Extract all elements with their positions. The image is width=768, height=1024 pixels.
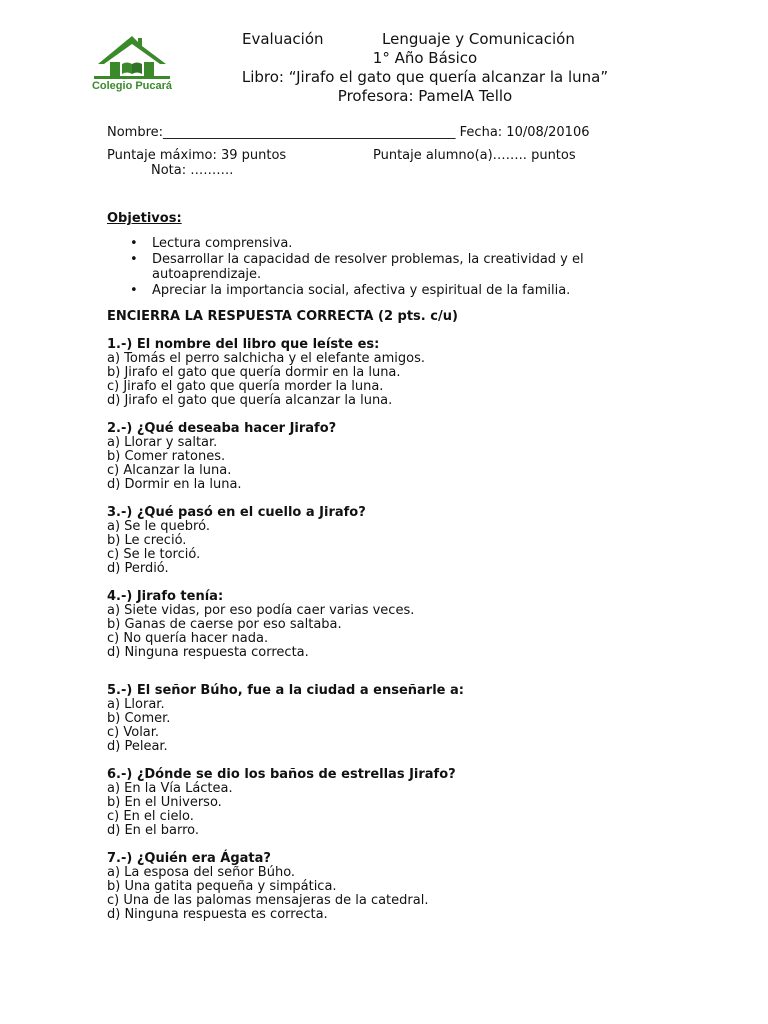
answer-option: a) Tomás el perro salchicha y el elefante amigos. [107, 351, 426, 366]
score-line [107, 148, 576, 163]
school-name: Colegio Pucará [91, 80, 173, 92]
question-2 [107, 422, 336, 492]
answer-option: d) En el barro. [107, 823, 200, 838]
objectives-list [130, 236, 640, 299]
question-text: 1.-) El nombre del libro que leíste es: [107, 337, 380, 352]
answer-option: c) Volar. [107, 725, 160, 740]
answer-option: d) Jirafo el gato que quería alcanzar la luna. [107, 393, 393, 408]
answer-option: b) Comer. [107, 711, 171, 726]
grade-label: 1° Año Básico [372, 49, 478, 67]
answer-option: a) Se le quebró. [107, 519, 210, 534]
answer-option: d) Dormir en la luna. [107, 477, 242, 492]
answer-option: a) Llorar y saltar. [107, 435, 218, 450]
grade-line: Nota: ………. [151, 163, 234, 178]
answer-option: b) Comer ratones. [107, 449, 226, 464]
teacher-name: Profesora: PamelA Tello [337, 87, 513, 105]
school-building-icon [86, 34, 178, 80]
question-text: 2.-) ¿Qué deseaba hacer Jirafo? [107, 421, 337, 436]
answer-option: a) Llorar. [107, 697, 165, 712]
answer-option: a) La esposa del señor Búho. [107, 865, 296, 880]
instructions: ENCIERRA LA RESPUESTA CORRECTA (2 pts. c/u) [107, 309, 458, 324]
answer-option: b) Una gatita pequeña y simpática. [107, 879, 337, 894]
question-7 [107, 852, 428, 922]
question-text: 4.-) Jirafo tenía: [107, 589, 224, 604]
answer-option: c) En el cielo. [107, 809, 194, 824]
student-score: Puntaje alumno(a)…….. puntos [373, 148, 576, 163]
question-text: 7.-) ¿Quién era Ágata? [107, 851, 271, 866]
objectives-title: Objetivos: [107, 211, 182, 226]
answer-option: b) Le creció. [107, 533, 187, 548]
question-3 [107, 506, 366, 576]
answer-option: c) Alcanzar la luna. [107, 463, 232, 478]
book-title: Libro: “Jirafo el gato que quería alcanzar la luna” [241, 68, 609, 86]
answer-option: a) En la Vía Láctea. [107, 781, 233, 796]
question-text: 5.-) El señor Búho, fue a la ciudad a enseñarle a: [107, 683, 464, 698]
question-text: 6.-) ¿Dónde se dio los baños de estrellas Jirafo? [107, 767, 456, 782]
evaluation-label: Evaluación [242, 30, 324, 48]
answer-option: b) Jirafo el gato que quería dormir en la luna. [107, 365, 401, 380]
answer-option: d) Ninguna respuesta correcta. [107, 645, 309, 660]
answer-option: c) Jirafo el gato que quería morder la luna. [107, 379, 384, 394]
name-date-line: Nombre:_____________________________________________ Fecha: 10/08/20106 [107, 125, 590, 140]
subject-label: Lenguaje y Comunicación [382, 30, 575, 48]
answer-option: a) Siete vidas, por eso podía caer varias veces. [107, 603, 415, 618]
answer-option: d) Ninguna respuesta es correcta. [107, 907, 328, 922]
question-1 [107, 338, 425, 408]
max-score: Puntaje máximo: 39 puntos [107, 148, 287, 163]
answer-option: c) No quería hacer nada. [107, 631, 269, 646]
question-6 [107, 768, 456, 838]
objective-item: • Desarrollar la capacidad de resolver problemas, la creatividad y el autoaprendizaje. [130, 252, 640, 282]
answer-option: b) En el Universo. [107, 795, 222, 810]
question-5 [107, 684, 464, 754]
answer-option: d) Perdió. [107, 561, 169, 576]
objective-item: • Apreciar la importancia social, afectiva y espiritual de la familia. [130, 283, 640, 298]
answer-option: d) Pelear. [107, 739, 168, 754]
school-logo [86, 34, 178, 98]
question-4 [107, 590, 414, 660]
answer-option: c) Se le torció. [107, 547, 201, 562]
answer-option: c) Una de las palomas mensajeras de la catedral. [107, 893, 429, 908]
question-text: 3.-) ¿Qué pasó en el cuello a Jirafo? [107, 505, 366, 520]
document-header [180, 30, 670, 106]
objective-item: • Lectura comprensiva. [130, 236, 640, 251]
answer-option: b) Ganas de caerse por eso saltaba. [107, 617, 342, 632]
